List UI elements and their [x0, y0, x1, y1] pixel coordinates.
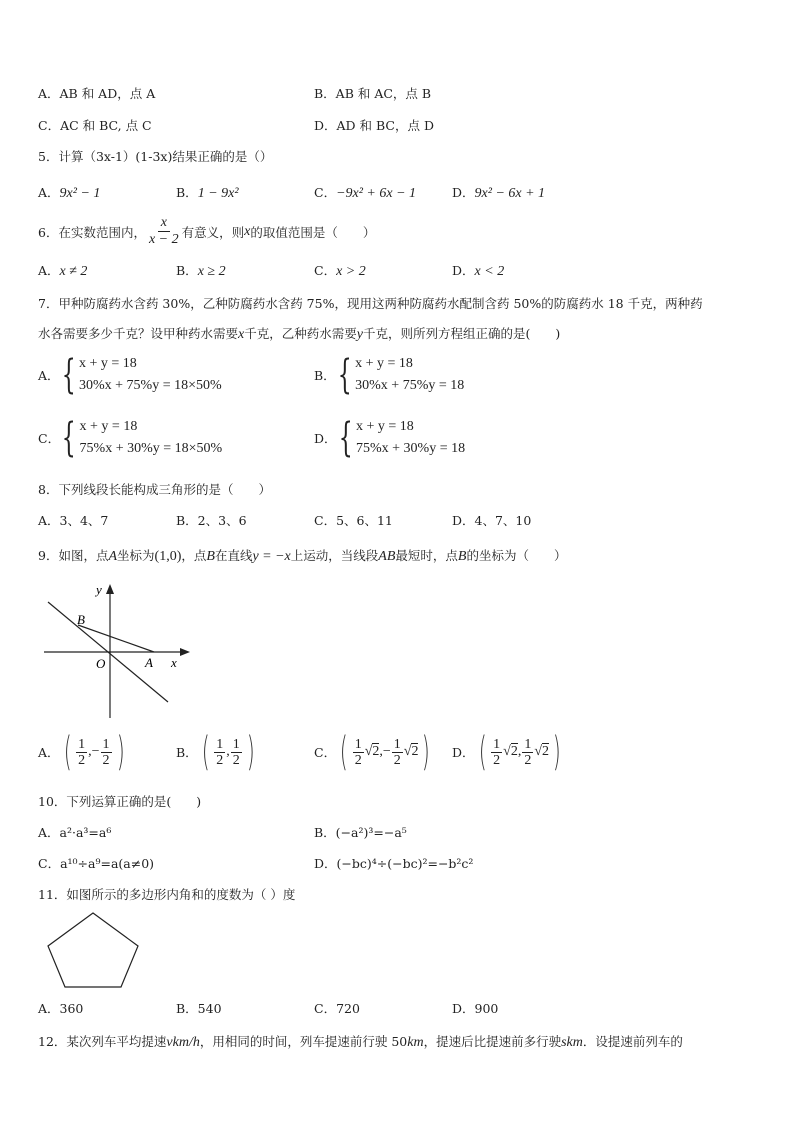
q9-option-c: C． ( 1 2 √2 , − $\frac{1}{2}$ √2 ) — [314, 729, 431, 775]
q5-option-b: B．1 − 9x² — [176, 185, 239, 201]
q11-stem: 11．如图所示的多边形内角和的度数为（ ）度 — [38, 887, 296, 902]
q5-option-c: C．−9x² + 6x − 1 — [314, 185, 417, 201]
q10-option-d: D．(−bc)⁴÷(−bc)²=−b²c² — [314, 856, 474, 871]
q7-option-b: B． { x + y = 18 30%x + 75%y = 18 — [314, 352, 465, 398]
q4-option-c: C．AC 和 BC, 点 C — [38, 118, 152, 133]
q10-option-c: C．a¹⁰÷a⁹=a(a≠0) — [38, 856, 155, 871]
q4-option-a: A．AB 和 AD，点 A — [38, 86, 156, 101]
q10-option-a: A．a²·a³=a⁶ — [38, 825, 112, 840]
q6-fraction: $\frac{x}{x - 2}$ — [148, 215, 179, 247]
q7-option-a: A． { x + y = 18 30%x + 75%y = 18×50% — [38, 352, 222, 398]
q10-option-b: B．(−a²)³=−a⁵ — [314, 825, 407, 840]
q5-option-d: D．9x² − 6x + 1 — [452, 185, 546, 201]
q9-option-a: A． ( 1 2 , − $\frac{1}{2}$ ) — [38, 729, 125, 775]
q6-option-b: B．x ≥ 2 — [176, 263, 226, 279]
figure-y-label: y — [96, 582, 102, 597]
q7-stem-line1: 7．甲种防腐药水含药 30%，乙种防腐药水含药 75%，现用这两种防腐药水配制含药 50%的防腐药水 18 千克，两种药 — [38, 296, 703, 311]
q5-option-a: A．9x² − 1 — [38, 185, 101, 201]
q4-option-d: D．AD 和 BC，点 D — [314, 118, 434, 133]
q7-stem-line2: 水各需要多少千克？设甲种药水需要x千克，乙种药水需要y千克，则所列方程组正确的是( ) — [38, 326, 561, 342]
q6-option-c: C．x > 2 — [314, 263, 366, 279]
q11-option-d: D．900 — [452, 1001, 499, 1016]
q4-option-b: B．AB 和 AC，点 B — [314, 86, 432, 101]
q7-option-d: D． { x + y = 18 75%x + 30%y = 18 — [314, 415, 466, 461]
q11-option-b: B．540 — [176, 1001, 222, 1016]
q9-option-d: D． ( 1 2 √2 , 1 2 √2 ) — [452, 729, 561, 775]
q8-option-b: B．2、3、6 — [176, 513, 247, 528]
q11-option-c: C．720 — [314, 1001, 360, 1016]
q8-stem: 8．下列线段长能构成三角形的是（ ） — [38, 482, 271, 497]
figure-b-label: B — [77, 612, 85, 627]
q6-stem: 6．在实数范围内， $\frac{x}{x - 2}$ 有意义，则 x 的取值范围是（ ） — [38, 215, 376, 247]
q6-option-d: D．x < 2 — [452, 263, 505, 279]
q9-option-b: B． ( 1 2 , 1 2 ) — [176, 729, 255, 775]
figure-a-label: A — [145, 655, 153, 670]
figure-x-label: x — [171, 655, 177, 670]
q10-stem: 10．下列运算正确的是( ) — [38, 794, 202, 809]
q9-coordinate-figure — [40, 580, 190, 720]
q7-option-c: C． { x + y = 18 75%x + 30%y = 18×50% — [38, 415, 223, 461]
pentagon-figure — [44, 910, 142, 990]
q8-option-c: C．5、6、11 — [314, 513, 393, 528]
q9-stem: 9．如图，点A坐标为(1,0)，点B在直线y = −x上运动，当线段AB最短时，点B的坐标为（ ） — [38, 548, 567, 564]
figure-o-label: O — [96, 656, 106, 671]
q12-stem: 12．某次列车平均提速vkm/h，用相同的时间，列车提速前行驶 50km，提速后比提速前多行驶skm．设提速前列车的 — [38, 1034, 683, 1050]
q8-option-d: D．4、7、10 — [452, 513, 532, 528]
q5-stem: 5．计算（3x-1）(1-3x)结果正确的是（） — [38, 149, 273, 164]
q8-option-a: A．3、4、7 — [38, 513, 109, 528]
q11-option-a: A．360 — [38, 1001, 84, 1016]
q6-option-a: A．x ≠ 2 — [38, 263, 88, 279]
